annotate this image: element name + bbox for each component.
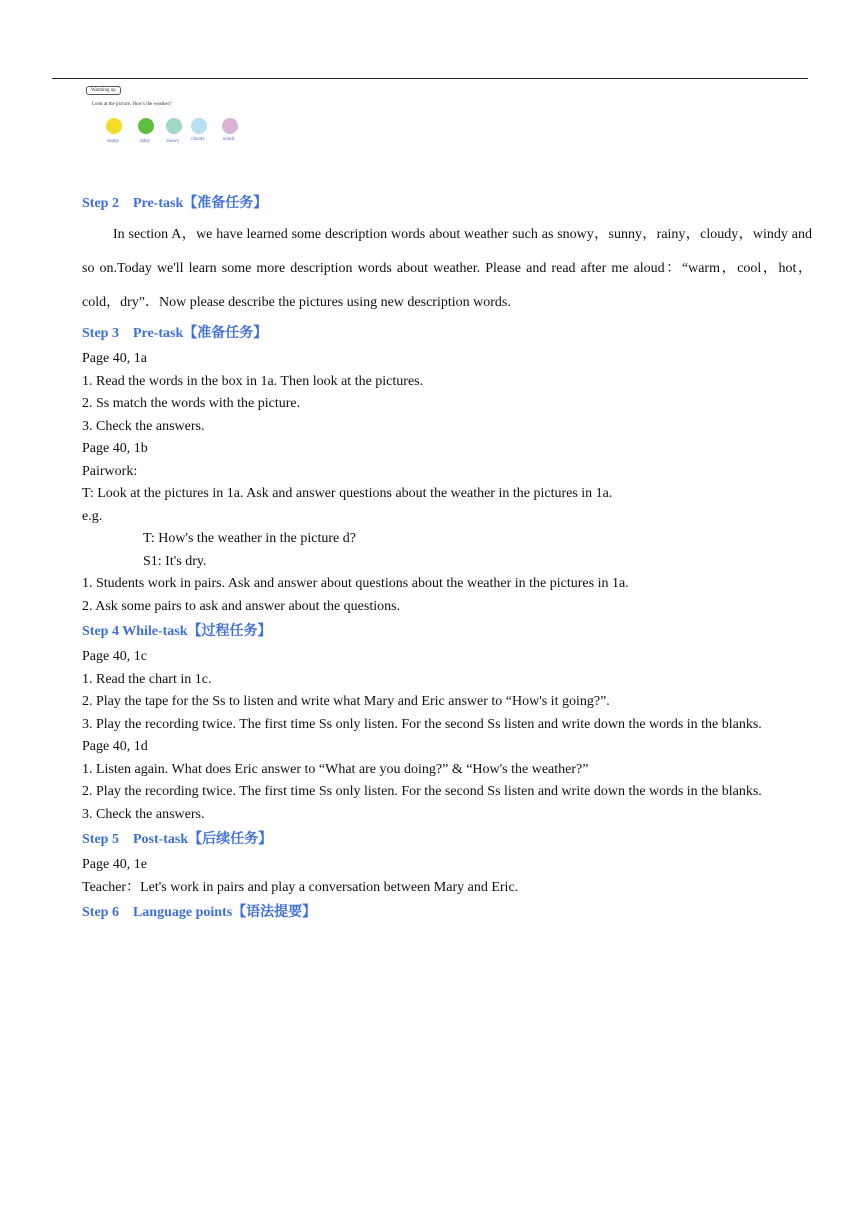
snowy-icon: [166, 118, 182, 134]
weather-label: rainy: [139, 139, 151, 144]
step5-body: [82, 854, 812, 899]
text-line: 1. Read the words in the box in 1a. Then look at the pictures.: [82, 373, 424, 389]
text-line: Teacher：Let's work in pairs and play a conversation between Mary and Eric.: [82, 879, 519, 895]
lesson-content: [82, 190, 812, 927]
weather-label: sunny: [107, 139, 119, 144]
text-line: Page 40, 1e: [82, 857, 147, 872]
text-line: 1. Read the chart in 1c.: [82, 671, 212, 687]
text-line: Pairwork:: [82, 463, 138, 479]
text-line: T: Look at the pictures in 1a. Ask and answer questions about the weather in the pictures in 1a.: [82, 486, 613, 501]
weather-label: windy: [222, 137, 236, 142]
text-line: 2. Ss match the words with the picture.: [82, 396, 301, 411]
cloudy-icon: [191, 118, 207, 134]
weather-label: snowy: [166, 139, 180, 144]
text-line: 3. Play the recording twice. The first time Ss only listen. For the second Ss listen and write down the words in the blanks.: [82, 716, 762, 732]
warming-up-tag: Warming up: [86, 86, 121, 95]
weather-label: cloudy: [191, 137, 205, 142]
text-line: Page 40, 1c: [82, 649, 147, 664]
sunny-icon: [106, 118, 122, 134]
step2-paragraph: In section A，we have learned some description words about weather such as snowy，sunny，rainy，cloudy，windy and so on.Today we'll learn some more description words about weather. Please and read after me aloud：“warm，cool，hot，cold，dry”．Now please describe the pictures using new description words.: [82, 227, 812, 310]
warming-up-image: [82, 82, 262, 152]
step6-heading: Step 6 Language points【语法提要】: [82, 905, 317, 920]
step2-heading: Step 2 Pre-task【准备任务】: [82, 196, 268, 211]
text-line: 2. Ask some pairs to ask and answer about the questions.: [82, 598, 401, 614]
warming-up-question: Look at the picture. How's the weather?: [92, 102, 172, 107]
text-line: 1. Students work in pairs. Ask and answer about questions about the weather in the pictures in 1a.: [82, 576, 629, 591]
text-line: 1. Listen again. What does Eric answer to “What are you doing?” & “How's the weather?”: [82, 761, 589, 777]
text-line: 3. Check the answers.: [82, 806, 205, 822]
text-line: Page 40, 1b: [82, 441, 148, 456]
step3-heading: Step 3 Pre-task【准备任务】: [82, 326, 268, 341]
text-line: Page 40, 1a: [82, 351, 147, 366]
text-line: e.g.: [82, 508, 103, 524]
text-line: 2. Play the tape for the Ss to listen and write what Mary and Eric answer to “How's it going?”.: [82, 694, 610, 709]
text-line: 3. Check the answers.: [82, 418, 205, 434]
example-line: S1: It's dry.: [143, 553, 207, 569]
text-line: Page 40, 1d: [82, 739, 148, 754]
rainy-icon: [138, 118, 154, 134]
step5-heading: Step 5 Post-task【后续任务】: [82, 832, 273, 847]
step4-body: [82, 646, 812, 826]
example-line: T: How's the weather in the picture d?: [143, 531, 356, 546]
header-rule: [52, 78, 808, 79]
step4-heading: Step 4 While-task【过程任务】: [82, 624, 272, 639]
windy-icon: [222, 118, 238, 134]
text-line: 2. Play the recording twice. The first time Ss only listen. For the second Ss listen and write down the words in the blanks.: [82, 784, 762, 799]
step3-body: [82, 348, 812, 618]
